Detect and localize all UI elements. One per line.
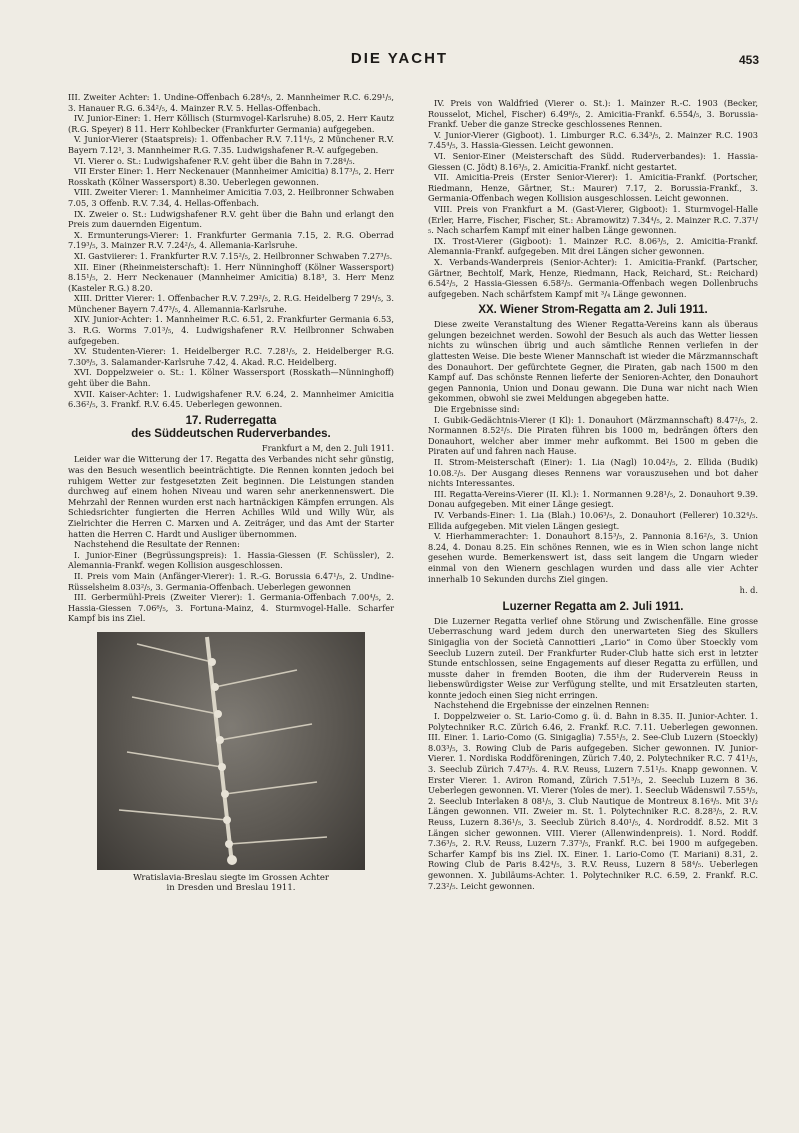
result-paragraph: IX. Zweier o. St.: Ludwigshafener R.V. geht über die Bahn und erlangt den Preis zum dauernden Eigentum.: [68, 208, 394, 230]
result-paragraph: V. Junior-Vierer (Gigboot). 1. Limburger R.C. 6.34³/₅, 2. Mainzer R.C. 1903 7.45⁴/₅, 3. Hassia-Giessen. Leicht gewonnen.: [428, 129, 758, 151]
rowing-boat-illustration: [97, 632, 365, 870]
result-paragraph: VII Erster Einer: 1. Herr Neckenauer (Mannheimer Amicitia) 8.17³/₅, 2. Herr Rosskath (Kölner Wassersport) 8.30. Ueberlegen gewonnen.: [68, 166, 394, 187]
photo-caption-line1: Wratislavia-Breslau siegte im Grossen Achter: [133, 872, 329, 883]
photo-caption: [68, 873, 394, 894]
left-column: [68, 92, 394, 894]
result-paragraph: VIII. Preis von Frankfurt a M. (Gast-Vierer, Gigboot): 1. Sturmvogel-Halle (Erler, Harre, Fischer, Fischer, St.: Abramowitz) 7.34⁴/₅, 2. Mainzer R.C. 7.37¹/₅. Nach scharfem Kampf mit einer halben Länge gewonnen.: [428, 203, 758, 236]
section-heading-line1: 17. Ruderregatta: [185, 414, 277, 427]
result-paragraph: XII. Einer (Rheinmeisterschaft): 1. Herr Nünninghoff (Kölner Wassersport) 8.15¹/₅, 2. Herr Neckenauer (Mannheimer Amicitia) 8.18³, 3. Herr Menz (Kasteler R.G.) 8.20.: [68, 261, 394, 293]
page-number: 453: [738, 53, 759, 67]
result-paragraph: IV. Preis von Waldfried (Vierer o. St.): 1. Mainzer R.-C. 1903 (Becker, Rousselot, Michel, Fischer) 6.49⁸/₅, 2. Amicitia-Frankf. 6.554/₅, 3. Borussia-Frankf. Ueber die ganze Strecke geschlossenes Rennen.: [428, 98, 758, 130]
result-paragraph: XI. Gastviierer: 1. Frankfurter R.V. 7.15²/₅, 2. Heilbronner Schwaben 7.27³/₅.: [74, 250, 393, 261]
result-paragraph: V. Hierhammerachter: 1. Donauhort 8.15³/₅, 2. Pannonia 8.16²/₅, 3. Union 8.24, 4. Donau 8.25. Ein schönes Rennen, wie es in Wien schon lange nicht gesehen wurde. Bemerkenswert ist, dass seit langem die Ungarn wieder einmal von den Wienern geschlagen wurden und dass alle vier Achter innerhalb 10 Sekunden durchs Ziel gingen.: [428, 531, 758, 584]
result-paragraph: IV. Verbands-Einer: 1. Lia (Blah.) 10.06³/₅, 2. Donauhort (Fellerer) 10.32⁴/₅. Ellida aufgegeben. Mit vielen Längen gesiegt.: [428, 509, 758, 531]
section-heading-wiener: XX. Wiener Strom-Regatta am 2. Juli 1911.: [478, 304, 708, 317]
result-paragraph: XIII. Dritter Vierer: 1. Offenbacher R.V. 7.29²/₅, 2. R.G. Heidelberg 7 29⁴/₅, 3. Münchener Bayern 7.47³/₅, 4. Allemannia-Karlsruhe.: [68, 293, 394, 314]
result-paragraph: X. Verbands-Wanderpreis (Senior-Achter): 1. Amicitia-Frankf. (Partscher, Gärtner, Bechtolf, Mark, Henze, Riedmann, Hack, Reichard, St.: Reichard) 6.54²/₅, 2 Hassia-Giessen 6.58²/₅. Germania-Offenbach wegen Dollenbruchs aufgegeben. Nach schärfstem Kampf mit ³/₄ Länge gewonnen.: [428, 256, 758, 299]
result-paragraph: XIV. Junior-Achter: 1. Mannheimer R.C. 6.51, 2. Frankfurter Germania 6.53, 3. R.G. Worms 7.01³/₅, 4. Ludwigshafener R.V. Heilbronner Schwaben aufgegeben.: [68, 314, 394, 346]
result-paragraph: XV. Studenten-Vierer: 1. Heidelberger R.C. 7.28¹/₅, 2. Heidelberger R.G. 7.30⁸/₅, 3. Salamander-Karlsruhe 7.42, 4. Akad. R.C. Heidelberg.: [68, 346, 394, 367]
body-paragraph: Die Ergebnisse sind:: [434, 404, 520, 415]
result-paragraph: IX. Trost-Vierer (Gigboot): 1. Mainzer R.C. 8.06³/₅, 2. Amicitia-Frankf. Alemannia-Frankf. aufgegeben. Mit drei Längen sicher gewonnen.: [428, 235, 758, 257]
result-paragraph: III. Zweiter Achter: 1. Undine-Offenbach 6.28⁴/₅, 2. Mannheimer R.C. 6.29¹/₅, 3. Hanauer R.G. 6.34²/₅, 4. Mainzer R.V. 5. Hellas-Offenbach.: [68, 92, 394, 113]
body-paragraph: Diese zweite Veranstaltung des Wiener Regatta-Vereins kann als überaus gelungen bezeichnet werden. Sowohl der Besuch als auch das Wetter liessen nichts zu wünschen übrig und auch sämtliche Rennen verliefen in der glattesten Weise. Die beste Wiener Mannschaft ist wieder die Märzmannschaft des Donauhort. Der gefürchtete Gegner, die Piraten, gab nach 1500 m den Kampf auf. Das schönste Rennen lieferte der Senioren-Achter, den Donauhort gegen Pannonia, Union und Donau gewann. Die Duna war nicht nach Wien gekommen, obwohl sie zwei Meldungen abgegeben hatte.: [428, 319, 758, 404]
photo-caption-line2: in Dresden und Breslau 1911.: [166, 883, 296, 894]
result-paragraph: X. Ermunterungs-Vierer: 1. Frankfurter Germania 7.15, 2. R.G. Oberrad 7.19³/₅, 3. Mainzer R.V. 7.24²/₅, 4. Allemania-Karlsruhe.: [68, 229, 394, 251]
result-paragraph: VI. Senior-Einer (Meisterschaft des Südd. Ruderverbandes): 1. Hassia-Giessen (C. Jödt) 8.16³/₅, 2. Amicitia-Frankf. nicht gestartet.: [428, 150, 758, 172]
result-paragraph: III. Gerbermühl-Preis (Zweiter Vierer): 1. Germania-Offenbach 7.00⁴/₅, 2. Hassia-Giessen 7.06⁸/₅, 3. Fortuna-Mainz, 4. Sturmvogel-Halle. Scharfer Kampf bis ins Ziel.: [68, 592, 394, 624]
body-paragraph: Leider war die Witterung der 17. Regatta des Verbandes nicht sehr günstig, was den Besuch wesentlich beeinträchtigte. Die Rennen konnten jedoch bei ruhigem Wetter zur festgesetzten Zeit beginnen. Die Leistungen standen durchweg auf einem hohen Niveau und waren sehr anerkennenswert. Die Mehrzahl der Rennen wurden erst nach hartnäckigen Kämpfen errungen. Als Schiedsrichter fungierten die Herren Achilles Wild und Willy Wür, als Zielrichter die Herren C. Marxen und A. Zeitráger, und das Amt der Starter hatten die Herren C. Hardt und Ausliger übernommen.: [68, 454, 394, 539]
result-paragraph: XVI. Doppelzweier o. St.: 1. Kölner Wassersport (Rosskath—Nünninghoff) geht über die Bahn.: [68, 367, 394, 389]
rowing-eight-photo: [97, 632, 365, 870]
result-paragraph: III. Regatta-Vereins-Vierer (II. Kl.): 1. Normannen 9.28¹/₅, 2. Donauhort 9.39. Donau aufgegeben. Mit einer Länge gesiegt.: [428, 488, 758, 510]
author-signature: h. d.: [739, 585, 758, 596]
dateline: Frankfurt a M, den 2. Juli 1911.: [261, 442, 394, 453]
section-heading: [68, 415, 394, 441]
result-paragraph: XVII. Kaiser-Achter: 1. Ludwigshafener R.V. 6.24, 2. Mannheimer Amicitia 6.36²/₅, 3. Frankf. R.V. 6.45. Ueberlegen gewonnen.: [68, 388, 394, 410]
result-paragraph: I. Gubik-Gedächtnis-Vierer (I Kl): 1. Donauhort (Märzmannschaft) 8.47²/₅, 2. Normannen 8.52²/₅. Die Piraten führen bis 1000 m, bedrängen öfters den Donauhort, welcher aber immer mehr aufkommt. Bei 1500 m geben die Piraten auf und fahren nach Hause.: [428, 414, 758, 457]
result-paragraph: I. Doppelzweier o. St. Lario-Como g. ü. d. Bahn in 8.35. II. Junior-Achter. 1. Polytechniker R.C. Zürich 6.46, 2. Frankf. R.C. 7.11. Ueberlegen gewonnen. III. Einer. 1. Lario-Como (G. Sinigaglia) 7.55¹/₅, 2. See-Club Luzern (Stoeckly) 8.03³/₅, 3. Rowing Club de Paris aufgegeben. Sicher gewonnen. IV. Junior-Vierer. 1. Nordiska Roddföreningen, Zürich 7.40, 2. Polytechniker R.C. 7 41¹/₅, 3. Seeclub Zürich 7.47³/₅. 4. R.V. Reuss, Luzern 7.51¹/₅. Knapp gewonnen. V. Erster Vierer. 1. Aviron Romand, Zürich 7.51³/₅, 2. Seeclub Luzern 8 36. Ueberlegen gewonnen. VI. Vierer (Yoles de mer). 1. Seeclub Wädenswil 7.55⁴/₅, 2. Seeclub Interlaken 8 08¹/₅, 3. Club Nautique de Montreux 8.16⁴/₅. Mit 3¹/₂ Längen gewonnen. VII. Zweier m. St. 1. Polytechniker R.C. 8.28³/₅, 2. R.V. Reuss, Luzern 8.36¹/₅, 3. Seeclub Zürich 8.40¹/₅, 4. Nordroddf. 8.52. Mit 3 Längen sicher gewonnen. VIII. Vierer (Allenwindenpreis). 1. Nord. Roddf. 7.36³/₅, 2. R.V. Reuss, Luzern 7.37³/₅, Frankf. R.C. bei 1900 m aufgegeben. Scharfer Kampf bis ins Ziel. IX. Einer. 1. Lario-Como (T. Mariani) 8.31, 2. Rowing Club de Paris 8.42⁴/₅, 3. R.V. Reuss, Luzern 8 58⁴/₅. Ueberlegen gewonnen. X. Jubiläums-Achter. 1. Polytechniker R.C. 6.59, 2. Frankf. R.C. 7.23²/₅. Leicht gewonnen.: [428, 711, 758, 891]
body-paragraph: Nachstehend die Resultate der Rennen:: [74, 539, 240, 550]
result-paragraph: I. Junior-Einer (Begrüssungspreis): 1. Hassia-Giessen (F. Schüssler), 2. Alemannia-Frankf. wegen Kollision ausgeschlossen.: [68, 549, 394, 571]
result-paragraph: V. Junior-Vierer (Staatspreis): 1. Offenbacher R.V. 7.11⁴/₅, 2 Münchener R.V. Bayern 7.12¹, 3. Mannheimer R.G. 7.35. Ludwigshafener R.-V. aufgegeben.: [68, 134, 394, 155]
result-paragraph: VI. Vierer o. St.: Ludwigshafener R.V. geht über die Bahn in 7.28⁴/₅.: [74, 155, 355, 166]
result-paragraph: II. Preis vom Main (Anfänger-Vierer): 1. R.-G. Borussia 6.47¹/₅, 2. Undine-Rüsselsheim 8.03²/₅, 3. Germania-Offenbach. Ueberlegen gewonnen: [68, 570, 394, 592]
section-heading-luzern: Luzerner Regatta am 2. Juli 1911.: [502, 600, 684, 613]
right-column: [428, 98, 758, 891]
body-paragraph: Nachstehend die Ergebnisse der einzelnen Rennen:: [434, 700, 650, 711]
journal-title: DIE YACHT: [350, 50, 449, 67]
result-paragraph: VIII. Zweiter Vierer: 1. Mannheimer Amicitia 7.03, 2. Heilbronner Schwaben 7.05, 3 Offenb. R.V. 7.34, 4. Hellas-Offenbach.: [68, 187, 394, 208]
result-paragraph: II. Strom-Meisterschaft (Einer): 1. Lia (Nagl) 10.04²/₅, 2. Ellida (Budik) 10.08.²/₅. Der Ausgang dieses Rennens war vorauszusehen und bot daher nichts Interessantes.: [428, 457, 758, 489]
result-paragraph: VII. Amicitia-Preis (Erster Senior-Vierer): 1. Amicitia-Frankf. (Portscher, Riedmann, Henze, Gärtner, St.: Maurer) 7.17, 2. Borussia-Frankf., 3. Germania-Offenbach wegen Kollision ausgeschlossen. Leicht gewonnen.: [428, 172, 758, 204]
section-heading-line2: des Süddeutschen Ruderverbandes.: [131, 427, 331, 440]
body-paragraph: Die Luzerner Regatta verlief ohne Störung und Zwischenfälle. Eine grosse Ueberraschung ward jedem durch den unerwarteten Sieg des Skullers Sinigaglia von der Società Cannottieri „Lario“ in Como über Stoeckly vom Seeclub Luzern zuteil. Der Frankfurter Ruder-Club hatte sich erst in letzter Stunde entschlossen, seine Engagements auf dieser Regatta zu erfüllen, und musste daher in fremden Booten, die ihm der Ruderverein Reuss in liebenswürdigster Weise zur Verfügung stellte, und mit Ersatzleuten starten, konnte jedoch einen Sieg nicht erringen.: [428, 615, 758, 700]
result-paragraph: IV. Junior-Einer: 1. Herr Köllisch (Sturmvogel-Karlsruhe) 8.05, 2. Herr Kautz (R.G. Speyer) 8 11. Herr Kohlbecker (Frankfurter Germania) aufgegeben.: [68, 113, 394, 134]
